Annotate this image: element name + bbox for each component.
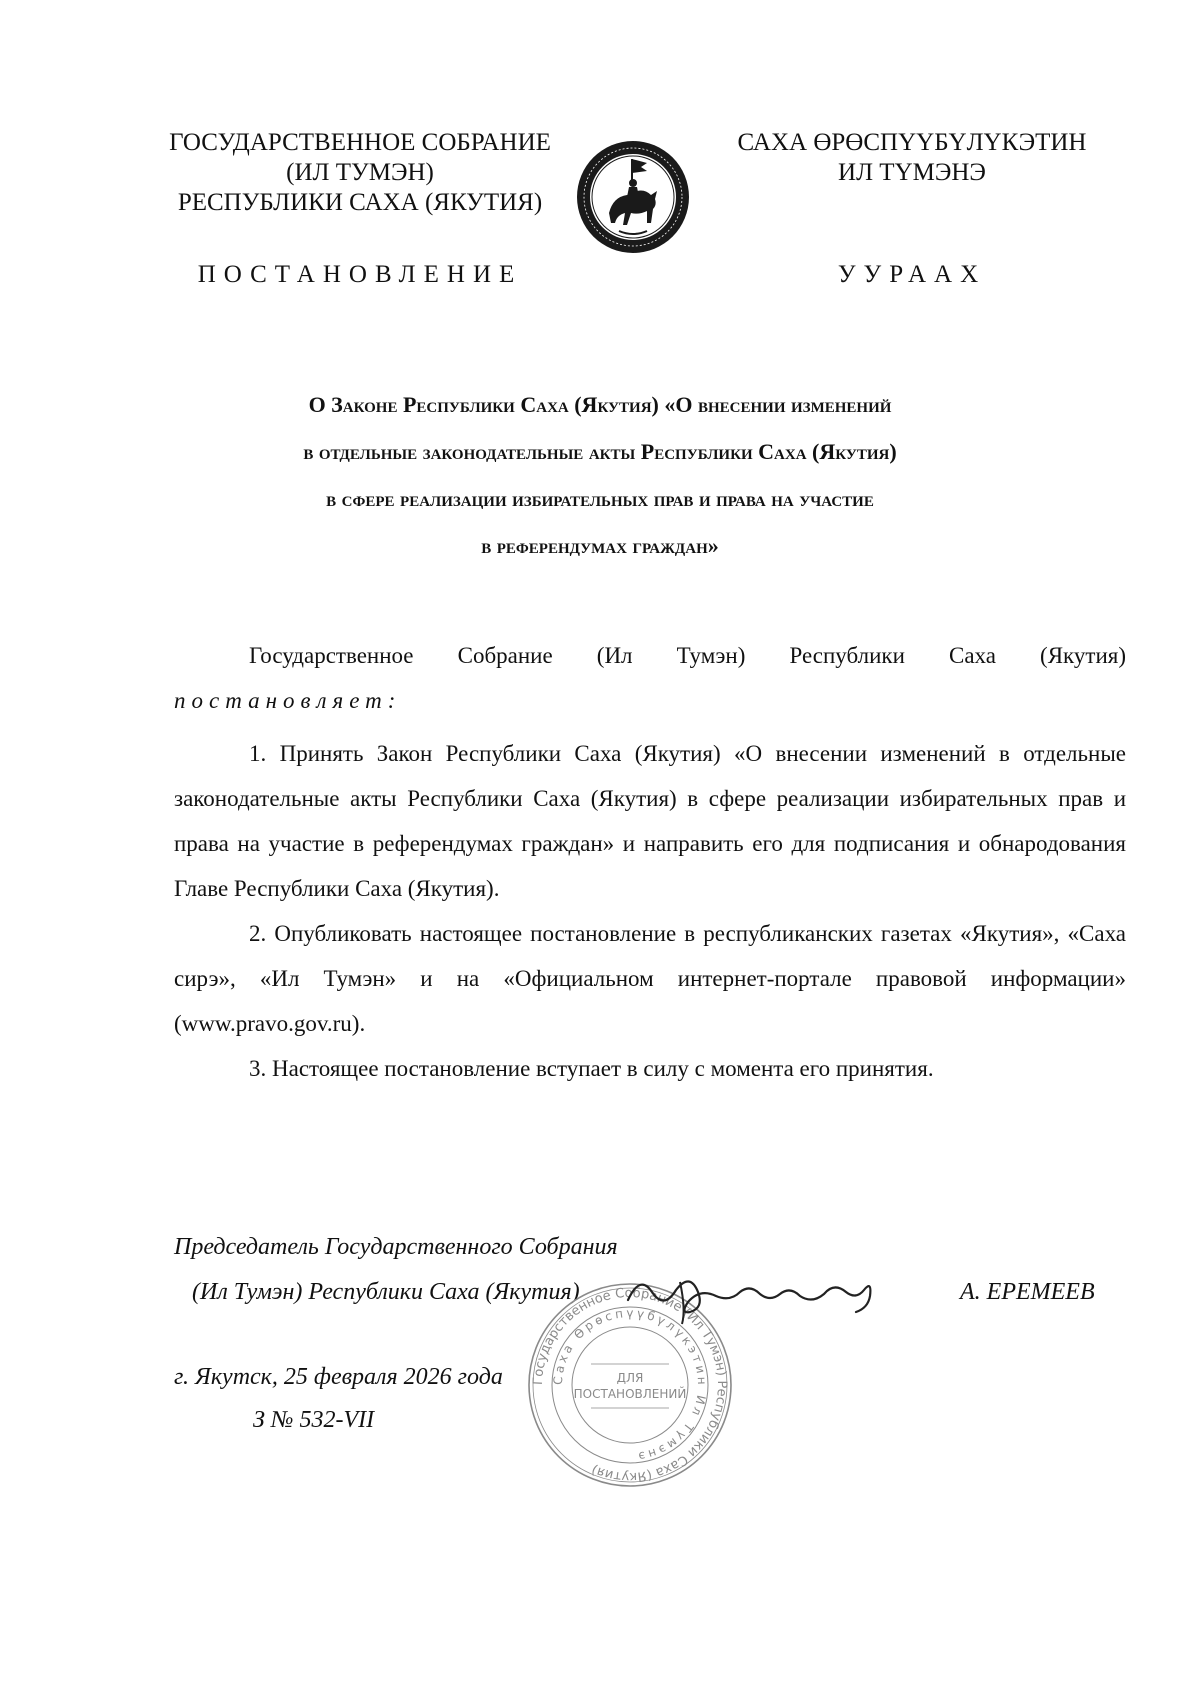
- title-line-3: в сфере реализации избирательных прав и права на участие: [326, 486, 874, 511]
- preamble-word: Тумэн): [676, 643, 746, 668]
- item-2: 2. Опубликовать настоящее постановление в республиканских газетах «Якутия», «Саха сирэ», «Ил Тумэн» и на «Официальном интернет-портале правовой информации» (www.pravo.gov.ru).: [174, 921, 1126, 1036]
- resolves-word: постановляет:: [174, 688, 402, 713]
- stamp-center-line-1: ДЛЯ: [616, 1371, 644, 1385]
- header-left-line-1: ГОСУДАРСТВЕННОЕ СОБРАНИЕ: [169, 129, 551, 156]
- header-right-line-1: САХА ӨРӨСПҮҮБҮЛҮКЭТИН: [737, 129, 1087, 156]
- header-right-line-2: ИЛ ТҮМЭНЭ: [838, 159, 986, 186]
- doc-type-sakha: УУРААХ: [837, 261, 987, 288]
- signatory-name: А. ЕРЕМЕЕВ: [960, 1279, 1095, 1305]
- header-left-line-2: (ИЛ ТУМЭН): [286, 159, 434, 186]
- stamp-outer-textpath: Государственное Собрание (Ил Тумэн) Республики Саха (Якутия): [530, 1285, 730, 1485]
- preamble-word: Республики: [789, 643, 905, 668]
- header-right: [722, 128, 1102, 188]
- title-line-2: в отдельные законодательные акты Республики Саха (Якутия): [303, 439, 897, 464]
- preamble-word: (Якутия): [1040, 643, 1126, 668]
- header-left: [160, 128, 560, 218]
- document-body: [174, 641, 1126, 1091]
- header-left-line-3: РЕСПУБЛИКИ САХА (ЯКУТИЯ): [177, 189, 543, 216]
- item-1: 1. Принять Закон Республики Саха (Якутия) «О внесении изменений в отдельные законодательные акты Республики Саха (Якутия) в сфере реализации избирательных прав и права на участие в референдумах граждан» и направить его для подписания и обнародования Главе Республики Саха (Якутия).: [174, 741, 1126, 901]
- title-line-1: О Законе Республики Саха (Якутия) «О внесении изменений: [308, 392, 892, 417]
- item-3: 3. Настоящее постановление вступает в силу с момента его принятия.: [249, 1056, 934, 1081]
- preamble-word: Собрание: [457, 643, 553, 668]
- coat-of-arms-emblem-icon: [575, 139, 691, 255]
- registration-number: З № 532-VII: [253, 1407, 375, 1433]
- place-and-date: г. Якутск, 25 февраля 2026 года: [174, 1364, 503, 1390]
- handwritten-signature: [620, 1262, 880, 1332]
- stamp-center-line-2: ПОСТАНОВЛЕНИЙ: [573, 1387, 687, 1401]
- document-title: [150, 390, 1050, 578]
- preamble-word: Саха: [948, 643, 996, 668]
- stamp-inner-textpath: Саха Өрөспүүбүлүкэтин Ил Түмэнэ: [550, 1305, 710, 1464]
- preamble-word: (Ил: [596, 643, 633, 668]
- signatory-position-line-2: (Ил Тумэн) Республики Саха (Якутия): [192, 1279, 580, 1305]
- doc-type-ru: ПОСТАНОВЛЕНИЕ: [197, 261, 523, 288]
- signatory-position-line-1: Председатель Государственного Собрания: [174, 1234, 618, 1260]
- preamble-word: Государственное: [249, 643, 414, 668]
- preamble-line: [174, 641, 1126, 686]
- title-line-4: в референдумах граждан»: [481, 533, 719, 558]
